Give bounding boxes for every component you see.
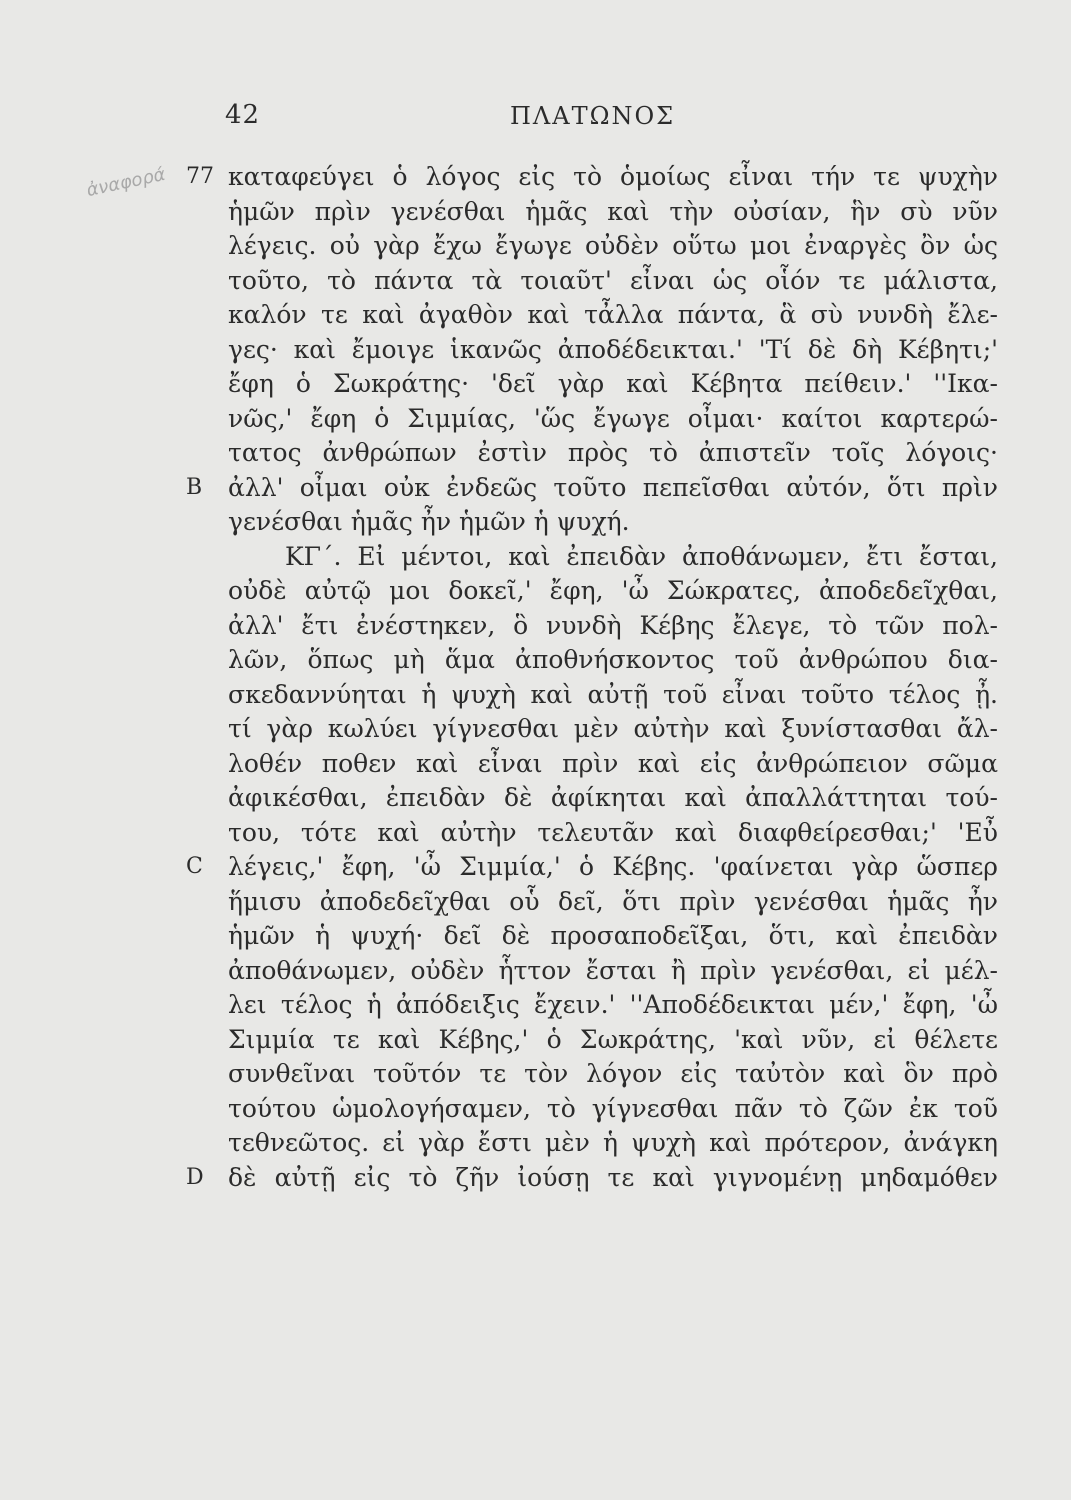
text-line [0,885,1071,920]
line-text: λέγεις,' ἔφη, 'ὦ Σιμμία,' ὁ Κέβης. 'φαίνεται γὰρ ὥσπερ [228,852,998,881]
text-line [0,781,1071,816]
line-text: λέγεις. οὐ γὰρ ἔχω ἔγωγε οὐδὲν οὕτω μοι ἐναργὲς ὂν ὡς [228,231,998,260]
text-line [0,609,1071,644]
text-line [0,229,1071,264]
line-text: νῶς,' ἔφη ὁ Σιμμίας, 'ὥς ἔγωγε οἶμαι· καίτοι καρτερώ- [228,403,998,433]
text-line [0,643,1071,678]
text-line [0,1126,1071,1161]
line-text: καταφεύγει ὁ λόγος εἰς τὸ ὁμοίως εἶναι τήν τε ψυχὴν [228,162,998,191]
line-text: γες· καὶ ἔμοιγε ἱκανῶς ἀποδέδεικται.' 'Τί δὲ δὴ Κέβητι;' [228,334,998,364]
line-text: ἔφη ὁ Σωκράτης· 'δεῖ γὰρ καὶ Κέβητα πείθειν.' ''Ικα- [228,369,998,398]
line-text: τοῦτο, τὸ πάντα τὰ τοιαῦτ' εἶναι ὡς οἷόν τε μάλιστα, [228,265,998,295]
line-text: ἀλλ' ἔτι ἐνέστηκεν, ὃ νυνδὴ Κέβης ἔλεγε, τὸ τῶν πολ- [228,610,998,640]
line-text: οὐδὲ αὐτῷ μοι δοκεῖ,' ἔφη, 'ὦ Σώκρατες, ἀποδεδεῖχθαι, [228,576,998,605]
text-line [0,954,1071,989]
text-line [0,712,1071,747]
line-text: τεθνεῶτος. εἰ γὰρ ἔστι μὲν ἡ ψυχὴ καὶ πρότερον, ἀνάγκη [228,1128,998,1157]
page-number: 42 [225,100,261,130]
text-line [0,816,1071,851]
text-line [0,1057,1071,1092]
greek-text-block [0,160,1071,1195]
stephanus-marker: B [186,474,203,500]
line-text: λοθέν ποθεν καὶ εἶναι πρὶν καὶ εἰς ἀνθρώπειον σῶμα [228,748,998,778]
line-text: καλόν τε καὶ ἀγαθὸν καὶ τἆλλα πάντα, ἃ σὺ νυνδὴ ἔλε- [228,300,998,329]
text-line [0,367,1071,402]
line-text: τούτου ὡμολογήσαμεν, τὸ γίγνεσθαι πᾶν τὸ ζῶν ἐκ τοῦ [228,1093,998,1123]
line-text: λῶν, ὅπως μὴ ἅμα ἀποθνήσκοντος τοῦ ἀνθρώπου δια- [228,645,998,674]
text-line [0,195,1071,230]
line-text: του, τότε καὶ αὐτὴν τελευτᾶν καὶ διαφθείρεσθαι;' 'Εὖ [228,817,998,847]
text-line [0,1161,1071,1196]
line-text: δὲ αὐτῇ εἰς τὸ ζῆν ἰούσῃ τε καὶ γιγνομένῃ μηδαμόθεν [228,1162,998,1192]
stephanus-marker: D [186,1164,204,1190]
text-line [0,505,1071,540]
line-text: ἀποθάνωμεν, οὐδὲν ἧττον ἔσται ἢ πρὶν γενέσθαι, εἰ μέλ- [228,955,998,985]
line-text: συνθεῖναι τοῦτόν τε τὸν λόγον εἰς ταὐτὸν καὶ ὃν πρὸ [228,1059,998,1088]
text-line [0,1023,1071,1058]
text-line [0,298,1071,333]
text-line [0,471,1071,506]
text-line [0,574,1071,609]
stephanus-marker: 77 [186,164,214,189]
line-text: λει τέλος ἡ ἀπόδειξις ἔχειν.' ''Αποδέδεικται μέν,' ἔφη, 'ὦ [228,990,998,1019]
handwritten-margin-note: ἀναφορά [84,163,168,202]
text-line [0,333,1071,368]
text-line [0,1092,1071,1127]
text-line [0,919,1071,954]
running-head: ΠΛΑΤΩΝΟΣ [510,102,676,130]
text-line [0,747,1071,782]
text-line [0,264,1071,299]
line-text: τί γὰρ κωλύει γίγνεσθαι μὲν αὐτὴν καὶ ξυνίστασθαι ἄλ- [228,714,998,743]
text-line [0,436,1071,471]
stephanus-marker: C [186,854,203,879]
text-line [0,160,1071,195]
line-text: ΚΓ΄. Εἰ μέντοι, καὶ ἐπειδὰν ἀποθάνωμεν, ἔτι ἔσται, [285,541,998,571]
text-line [0,678,1071,713]
text-line [0,988,1071,1023]
line-text: σκεδαννύηται ἡ ψυχὴ καὶ αὐτῇ τοῦ εἶναι τοῦτο τέλος ᾖ. [228,679,998,709]
text-line [0,850,1071,885]
line-text: γενέσθαι ἡμᾶς ἦν ἡμῶν ἡ ψυχή. [228,507,630,536]
line-text: ἀλλ' οἶμαι οὐκ ἐνδεῶς τοῦτο πεπεῖσθαι αὐτόν, ὅτι πρὶν [228,472,998,502]
line-text: Σιμμία τε καὶ Κέβης,' ὁ Σωκράτης, 'καὶ νῦν, εἰ θέλετε [228,1024,998,1054]
line-text: ἡμῶν πρὶν γενέσθαι ἡμᾶς καὶ τὴν οὐσίαν, ἣν σὺ νῦν [228,196,998,226]
line-text: ἥμισυ ἀποδεδεῖχθαι οὗ δεῖ, ὅτι πρὶν γενέσθαι ἡμᾶς ἦν [228,886,998,916]
line-text: τατος ἀνθρώπων ἐστὶν πρὸς τὸ ἀπιστεῖν τοῖς λόγοις· [228,438,998,467]
text-line [0,402,1071,437]
line-text: ἡμῶν ἡ ψυχή· δεῖ δὲ προσαποδεῖξαι, ὅτι, καὶ ἐπειδὰν [228,921,998,950]
line-text: ἀφικέσθαι, ἐπειδὰν δὲ ἀφίκηται καὶ ἀπαλλάττηται τού- [228,783,998,812]
text-line [0,540,1071,575]
